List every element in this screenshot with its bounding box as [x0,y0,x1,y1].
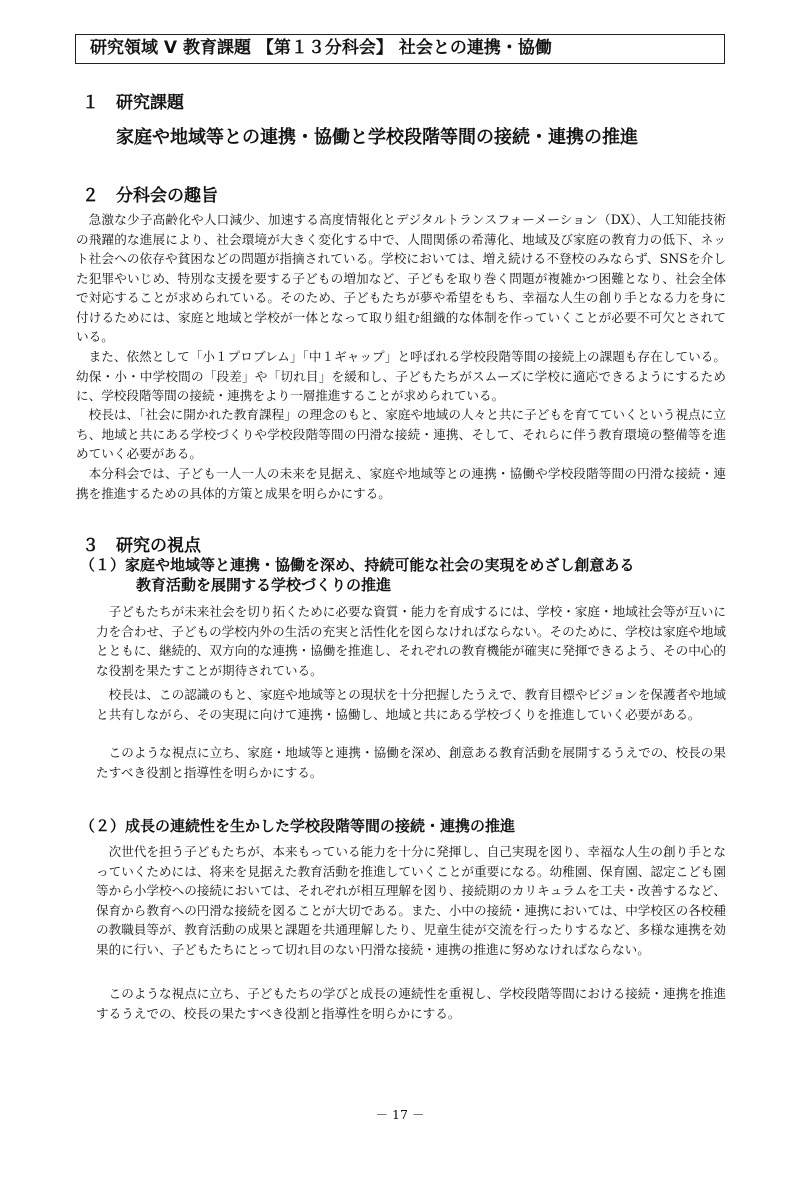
subsection-1-heading-line-1: （１）家庭や地域等と連携・協働を深め、持続可能な社会の実現をめざし創意ある [80,556,635,574]
subsection-2-paragraph-1: 次世代を担う子どもたちが、本来もっている能力を十分に発揮し、自己実現を図り、幸福な人生の創り手となっていくためには、将来を見据えた教育活動を推進していくことが重要になる。幼稚園、保育園、認定こども園等から小学校への接続においては、それぞれが相互理解を図り、接続期のカリキュラムを工夫・改善するなど、保育から教育への円滑な接続を図ることが大切である。また、小中の接続・連携においては、中学校区の各校種の教職員等が、教育活動の成果と課題を共通理解したり、児童生徒が交流を行ったりするなど、多様な連携を効果的に行い、子どもたちにとって切れ目のない円滑な接続・連携の推進に努めなければならない。 [96,844,726,957]
section-2-heading: ２ 分科会の趣旨 [82,186,218,206]
section-2-paragraph-3: 校長は、「社会に開かれた教育課程」の理念のもと、家庭や地域の人々と共に子どもを育てていくという視点に立ち、地域と共にある学校づくりや学校段階等間の円滑な接続・連携、そして、それらに伴う教育環境の整備等を進めていく必要がある。 [76,407,726,461]
section-1-heading: １ 研究課題 [82,93,184,113]
subsection-1-paragraph-3: このような視点に立ち、家庭・地域等と連携・協働を深め、創意ある教育活動を展開するうえでの、校長の果たすべき役割と指導性を明らかにする。 [96,745,726,780]
research-theme: 家庭や地域等との連携・協働と学校段階等間の接続・連携の推進 [116,127,638,148]
subsection-1-heading [80,555,730,595]
page-number: － 17 － [375,1107,425,1122]
section-2-paragraph-2: また、依然として「小１プロブレム」「中１ギャップ」と呼ばれる学校段階等間の接続上の課題も存在している。幼保・小・中学校間の「段差」や「切れ目」を緩和し、子どもたちがスムーズに学校に適応できるようにするために、学校段階等間の接続・連携をより一層推進することが求められている。 [76,349,726,403]
subsection-1-paragraph-2: 校長は、この認識のもと、家庭や地域等との現状を十分把握したうえで、教育目標やビジョンを保護者や地域と共有しながら、その実現に向けて連携・協働し、地域と共にある学校づくりを推進していく必要がある。 [96,687,726,722]
section-3-heading: ３ 研究の視点 [82,536,201,556]
subsection-1-heading-line-2: 教育活動を展開する学校づくりの推進 [136,576,392,594]
subsection-2-heading: （２）成長の連続性を生かした学校段階等間の接続・連携の推進 [80,817,516,835]
subsection-2-paragraph-2: このような視点に立ち、子どもたちの学びと成長の連続性を重視し、学校段階等間における接続・連携を推進するうえでの、校長の果たすべき役割と指導性を明らかにする。 [96,986,726,1021]
subsection-1-paragraph-1: 子どもたちが未来社会を切り拓くために必要な資質・能力を育成するには、学校・家庭・地域社会等が互いに力を合わせ、子どもの学校内外の生活の充実と活性化を図らなければならない。そのために、学校は家庭や地域とともに、継続的、双方向的な連携・協働を推進し、それぞれの教育機能が確実に発揮できるよう、その中心的な役割を果たすことが期待されている。 [96,604,726,678]
page-header-title: 研究領域 Ⅴ 教育課題 【第１３分科会】 社会との連携・協働 [75,34,725,64]
section-2-paragraph-4: 本分科会では、子ども一人一人の未来を見据え、家庭や地域等との連携・協働や学校段階等間の円滑な接続・連携を推進するための具体的方策と成果を明らかにする。 [76,466,726,501]
section-2-paragraph-1: 急激な少子高齢化や人口減少、加速する高度情報化とデジタルトランスフォーメーション（DX）、人工知能技術の飛躍的な進展により、社会環境が大きく変化する中で、人間関係の希薄化、地域及び家庭の教育力の低下、ネット社会への依存や貧困などの問題が指摘されている。学校においては、増え続ける不登校のみならず、SNSを介した犯罪やいじめ、特別な支援を要する子どもの増加など、子どもを取り巻く問題が複雑かつ困難となり、社会全体で対応することが求められている。そのため、子どもたちが夢や希望をもち、幸福な人生の創り手となる力を身に付けるためには、家庭と地域と学校が一体となって取り組む組織的な体制を作っていくことが必要不可欠とされている。 [76,212,726,344]
